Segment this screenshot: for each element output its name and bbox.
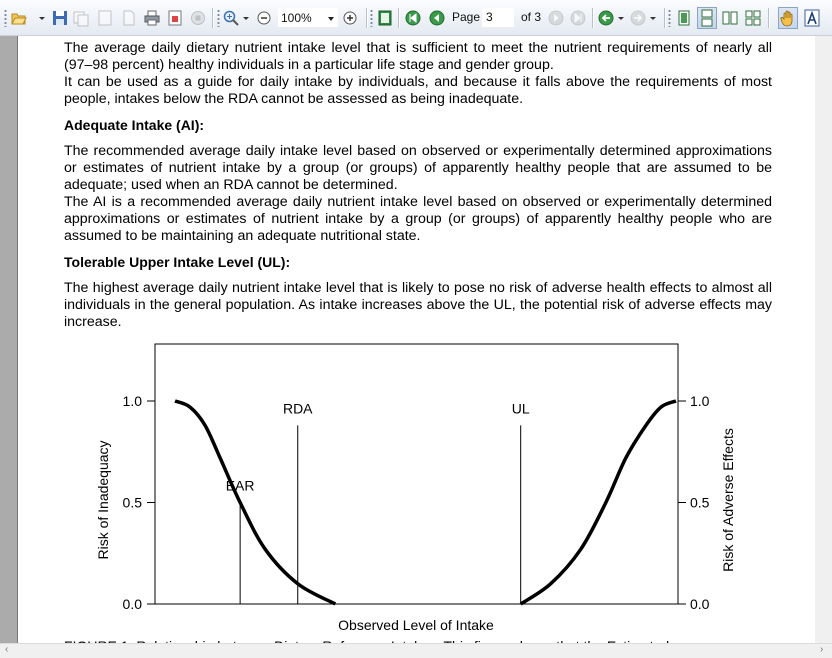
copy-icon[interactable] — [73, 9, 89, 27]
ai-usage-note: The AI is a recommended average daily nutrient intake level based on observed or experimentally determined approximations or estimates of nutrient intake by a group (or groups) of apparently healthy people who are assumed to be maintaining an adequate nutritional state. — [64, 194, 772, 244]
ai-heading: Adequate Intake (AI): — [64, 117, 205, 133]
page-icon[interactable] — [97, 9, 113, 27]
open-icon[interactable] — [11, 9, 27, 27]
marker-label-ear: EAR — [225, 477, 255, 494]
previous-page-icon[interactable] — [429, 9, 445, 27]
toolbar-separator — [366, 8, 367, 28]
y-tick-label-left: 0.0 — [122, 596, 142, 612]
toolbar-grip[interactable] — [217, 9, 220, 27]
back-dropdown-arrow[interactable] — [617, 9, 625, 27]
toolbar-separator — [664, 8, 665, 28]
book-icon[interactable] — [377, 9, 393, 27]
ai-definition: The recommended average daily intake level based on observed or experimentally determined approximations or estimates of nutrient intake by a group (or groups) of apparently healthy people that are assumed to be adequate; used when an RDA cannot be determined. — [64, 143, 772, 193]
vertical-scrollbar[interactable] — [815, 36, 832, 643]
toolbar-grip[interactable] — [370, 9, 373, 27]
chart-frame — [155, 344, 678, 604]
forward-icon[interactable] — [630, 9, 646, 27]
print-icon[interactable] — [144, 9, 160, 27]
y-tick-label-right: 0.5 — [690, 494, 710, 511]
forward-dropdown-arrow[interactable] — [649, 9, 657, 27]
ul-definition: The highest average daily nutrient intake level that is likely to pose no risk of adverse health effects to almost all individuals in the general population. As intake increases above the UL, the potential risk of adverse effects may increase. — [64, 280, 772, 330]
chevron-down-icon[interactable] — [328, 17, 334, 21]
last-page-icon[interactable] — [570, 9, 586, 27]
blank-page-icon[interactable] — [121, 9, 137, 27]
horizontal-scrollbar[interactable] — [0, 643, 832, 658]
marker-label-rda: RDA — [282, 400, 313, 417]
zoom-in-icon[interactable] — [223, 9, 239, 27]
toolbar-separator — [592, 8, 593, 28]
y-axis-label-right: Risk of Adverse Effects — [720, 428, 736, 572]
document-page[interactable] — [17, 36, 817, 643]
marker-label-ul: UL — [511, 400, 530, 417]
zoom-level-combo[interactable] — [278, 8, 338, 27]
first-page-icon[interactable] — [405, 9, 421, 27]
page-label: Page — [452, 10, 481, 24]
stop-icon[interactable] — [190, 9, 206, 27]
zoom-out-icon[interactable] — [256, 9, 272, 27]
rda-definition: The average daily dietary nutrient intake level that is sufficient to meet the nutrient requirements of nearly all (97–98 percent) healthy individuals in a particular life stage and gender group. — [64, 40, 772, 73]
hand-tool-icon[interactable] — [780, 9, 796, 27]
toolbar-grip[interactable] — [4, 9, 7, 27]
y-axis-label-left: Risk of Inadequacy — [95, 440, 111, 560]
scroll-left-icon[interactable]: ‹ — [5, 644, 9, 655]
multiple-pages-icon[interactable] — [745, 9, 761, 27]
y-tick-label-right: 1.0 — [690, 393, 710, 409]
dri-chart — [18, 36, 816, 643]
risk-of-inadequacy-curve — [175, 401, 335, 604]
continuous-page-icon[interactable] — [699, 9, 715, 27]
page-number-input[interactable]: 3 — [482, 8, 514, 27]
y-tick-label-right: 0.0 — [690, 596, 710, 612]
next-page-icon[interactable] — [548, 9, 564, 27]
y-tick-label-left: 1.0 — [122, 393, 142, 409]
ul-heading: Tolerable Upper Intake Level (UL): — [64, 254, 291, 270]
chart-layer — [123, 393, 710, 612]
x-axis-label: Observed Level of Intake — [338, 617, 494, 633]
single-page-icon[interactable] — [676, 9, 692, 27]
text-select-icon[interactable] — [804, 9, 820, 27]
rda-usage-note: It can be used as a guide for daily intake by individuals, and because it falls above the requirements of most people, intakes below the RDA cannot be assessed as being inadequate. — [64, 74, 772, 107]
page-count-label: of 3 — [521, 10, 542, 24]
facing-pages-icon[interactable] — [722, 9, 738, 27]
save-icon[interactable] — [52, 9, 68, 27]
zoom-dropdown-arrow[interactable] — [242, 9, 250, 27]
back-icon[interactable] — [598, 9, 614, 27]
export-icon[interactable] — [167, 9, 183, 27]
document-viewport[interactable] — [0, 36, 832, 643]
zoom-plus-icon[interactable] — [342, 9, 358, 27]
risk-of-adverse-effects-curve — [521, 401, 676, 604]
zoom-level-value: 100% — [281, 11, 312, 25]
toolbar-grip[interactable] — [668, 9, 671, 27]
y-tick-label-left: 0.5 — [122, 494, 142, 511]
toolbar-separator — [212, 8, 213, 28]
toolbar-separator — [768, 8, 769, 28]
toolbar-separator — [398, 8, 399, 28]
toolbar — [0, 0, 832, 36]
open-dropdown-arrow[interactable] — [38, 9, 46, 27]
scroll-right-icon[interactable]: › — [820, 644, 824, 655]
